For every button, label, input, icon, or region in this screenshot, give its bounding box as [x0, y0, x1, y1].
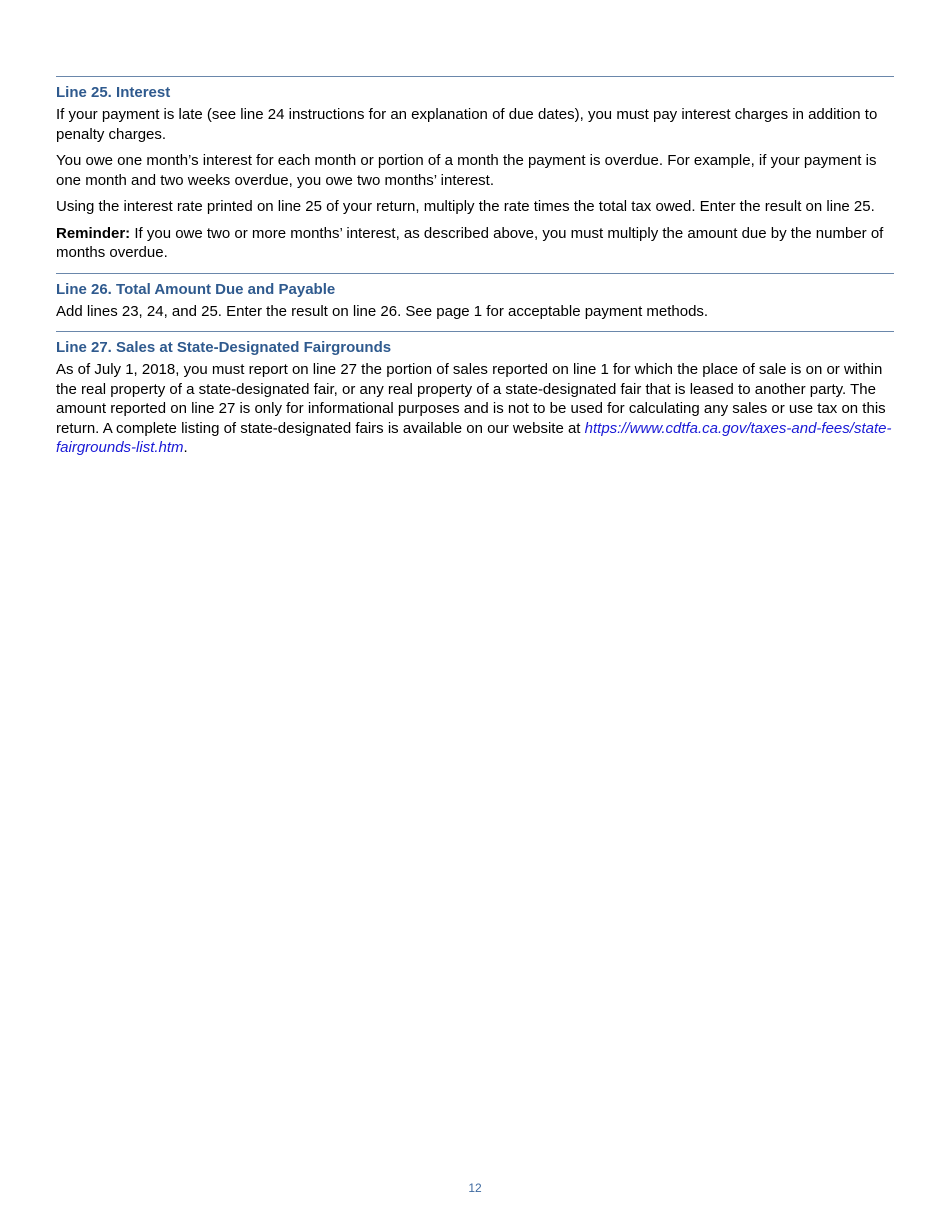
paragraph: Using the interest rate printed on line 25 of your return, multiply the rate times the total tax owed. Enter the result on line 25. — [56, 198, 875, 215]
section-line-26 — [56, 273, 894, 322]
section-heading-line-26: Line 26. Total Amount Due and Payable — [56, 280, 336, 298]
section-heading-line-27: Line 27. Sales at State-Designated Fairgrounds — [56, 339, 392, 356]
link-trailing-period: . — [183, 439, 188, 456]
paragraph: You owe one month’s interest for each month or portion of a month the payment is overdue. For example, if your payment is one month and two weeks overdue, you owe two months’ interest. — [56, 152, 877, 189]
fairgrounds-list-link[interactable]: https://www.cdtfa.ca.gov/taxes-and-fees/state-fairgrounds-list.htm — [56, 419, 892, 456]
paragraph: Add lines 23, 24, and 25. Enter the result on line 26. See page 1 for acceptable payment methods. — [56, 302, 709, 320]
section-line-25 — [56, 76, 894, 263]
paragraph: If your payment is late (see line 24 instructions for an explanation of due dates), you must pay interest charges in addition to penalty charges. — [56, 106, 878, 143]
reminder-paragraph — [56, 224, 894, 263]
paragraph — [56, 360, 894, 458]
reminder-label: Reminder: — [56, 224, 131, 242]
page-number: 12 — [468, 1181, 482, 1195]
section-heading-line-25: Line 25. Interest — [56, 84, 171, 101]
paragraph-text: As of July 1, 2018, you must report on line 27 the portion of sales reported on line 1 for which the place of sale is on or within the real property of a state-designated fair, or any real property of a state-designated fair that is leased to another party. The amount reported on line 27 is only for informational purposes and is not to be used for calculating any sales or use tax on this return. A complete listing of state-designated fairs is available on our website at — [56, 361, 886, 437]
section-line-27 — [56, 331, 894, 458]
document-body — [56, 76, 894, 468]
reminder-text: If you owe two or more months’ interest, as described above, you must multiply the amount due by the number of months overdue. — [56, 224, 884, 261]
